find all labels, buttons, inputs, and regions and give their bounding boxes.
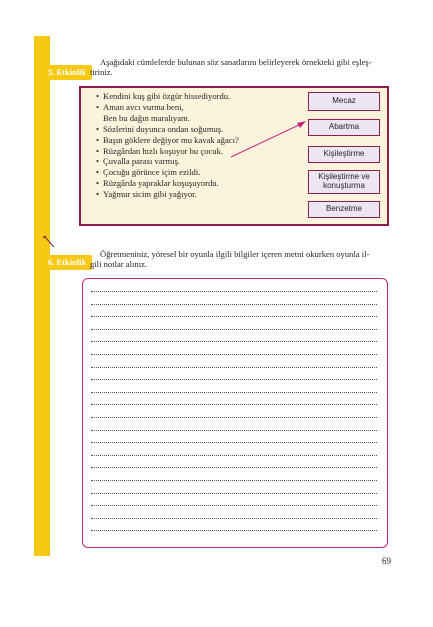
writing-line[interactable] xyxy=(91,455,377,456)
writing-line[interactable] xyxy=(91,354,377,355)
writing-line[interactable] xyxy=(91,530,377,531)
writing-line[interactable] xyxy=(91,341,377,342)
writing-line[interactable] xyxy=(91,367,377,368)
activity5-instruction-line2: tiriniz. xyxy=(90,67,113,77)
activity6-instruction-line1: Öğretmeniniz, yöresel bir oyunla ilgili bilgiler içeren metni okurken oyunla il- xyxy=(100,249,370,259)
sentence-item: • Çocuğu görünce içim ezildi. xyxy=(96,167,201,178)
writing-line[interactable] xyxy=(91,480,377,481)
tag4-line1: Kişileştirme ve xyxy=(318,172,370,182)
writing-line[interactable] xyxy=(91,392,377,393)
activity5-badge: 5. Etkinlik xyxy=(42,65,92,80)
writing-line[interactable] xyxy=(91,505,377,506)
writing-line[interactable] xyxy=(91,379,377,380)
writing-line[interactable] xyxy=(91,518,377,519)
activity5-instruction xyxy=(90,57,395,77)
activity6-instruction-line2: gili notlar alınız. xyxy=(90,259,148,269)
writing-line[interactable] xyxy=(91,329,377,330)
sentence-item-continuation: Ben bu dağın maralıyam. xyxy=(103,112,190,123)
writing-line[interactable] xyxy=(91,304,377,305)
pencil-icon xyxy=(42,235,56,249)
sentence-item: • Sözlerini duyunca ondan soğumuş. xyxy=(96,123,224,134)
writing-line[interactable] xyxy=(91,430,377,431)
example-arrow xyxy=(81,88,387,224)
page-number: 69 xyxy=(382,556,391,566)
writing-line[interactable] xyxy=(91,467,377,468)
tag-kisilestirme[interactable]: Kişileştirme xyxy=(308,146,380,163)
writing-line[interactable] xyxy=(91,493,377,494)
sentence-item: • Çuvalla parası varmış. xyxy=(96,156,181,167)
notes-box[interactable] xyxy=(82,278,388,548)
tag-benzetme[interactable]: Benzetme xyxy=(308,201,380,218)
sentence-item: • Başın göklere değiyor mu kavak ağacı? xyxy=(96,134,239,145)
activity6-badge: 6. Etkinlik xyxy=(42,255,92,270)
tag4-line2: konuşturma xyxy=(323,181,365,190)
sentence-item: • Yağmur sicim gibi yağıyor. xyxy=(96,189,197,200)
sentence-item: • Rüzgârdan hızlı koşuyor bu çocuk. xyxy=(96,145,224,156)
activity5-instruction-line1: Aşağıdaki cümlelerde bulunan söz sanatlarını belirleyerek örnekteki gibi eşleş- xyxy=(100,57,372,67)
tag-abartma[interactable]: Abartma xyxy=(308,119,380,136)
sentence-item: • Kendini kuş gibi özgür hissediyordu. xyxy=(96,91,231,101)
writing-line[interactable] xyxy=(91,442,377,443)
sentence-item: • Aman avcı vurma beni, xyxy=(96,101,184,112)
tag-mecaz[interactable]: Mecaz xyxy=(308,92,380,111)
sentence-item: • Rüzgârda yapraklar koşuşuyordu. xyxy=(96,178,219,189)
writing-line[interactable] xyxy=(91,316,377,317)
writing-line[interactable] xyxy=(91,417,377,418)
side-accent-bar xyxy=(34,36,50,556)
writing-line[interactable] xyxy=(91,291,377,292)
writing-line[interactable] xyxy=(91,404,377,405)
matching-box xyxy=(79,86,389,226)
activity6-instruction xyxy=(90,249,395,269)
